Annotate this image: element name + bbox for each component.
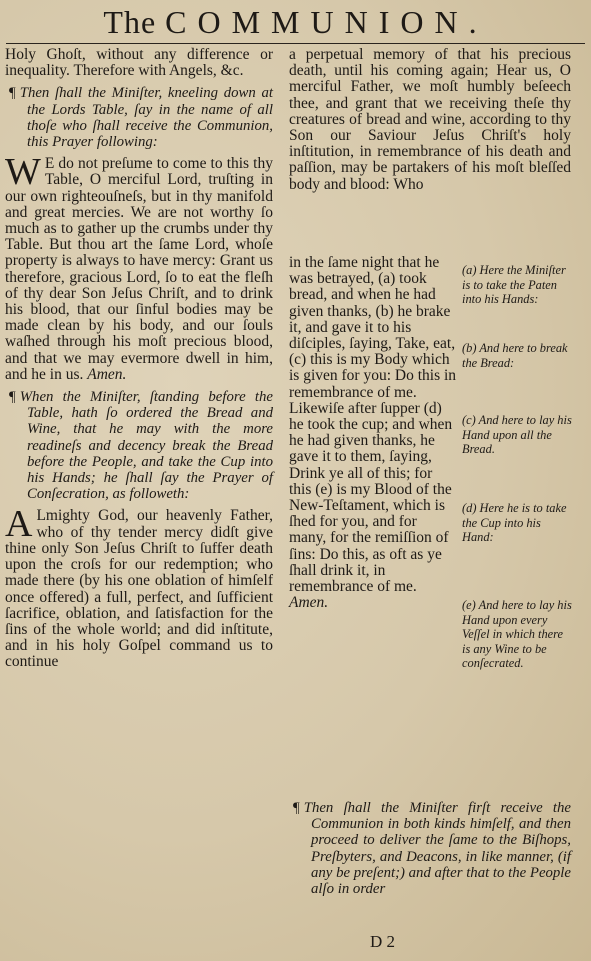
header-rule xyxy=(6,43,585,44)
margin-note-d: (d) Here he is to take the Cup into his Hand: xyxy=(462,501,567,544)
who-word: Who xyxy=(393,175,424,193)
margin-note-b: (b) And here to break the Bread: xyxy=(462,341,568,370)
amen: Amen. xyxy=(289,594,329,612)
margin-note-e: (e) And here to lay his Hand upon every Veſſel in which there is any Wine to be conſecrated. xyxy=(462,598,572,670)
right-column xyxy=(289,47,571,199)
consecration-continued xyxy=(289,47,571,193)
amen: Amen. xyxy=(87,365,127,383)
header-title: COMMUNION. xyxy=(165,4,488,40)
rubric-consecration xyxy=(5,389,273,502)
page-header xyxy=(0,0,591,44)
prayer-humble-access xyxy=(5,151,273,383)
prayer-consecration xyxy=(5,503,273,671)
rubric-consecration-text: When the Miniſter, ſtanding before the Table, hath ſo ordered the Bread and Wine, that he may with the more readineſs and decency break the Bread before the People, and take the Cup into his Hands; he ſhall ſay the Prayer of Conſecration, as followeth: xyxy=(19,389,273,503)
pilcrow-icon: ¶ xyxy=(9,389,16,406)
preface-ending: Holy Ghoſt, without any difference or inequality. Therefore with Angels, &c. xyxy=(5,46,273,80)
right-column-lower xyxy=(289,800,571,903)
consecration-continued-text: a perpetual memory of that his precious death, until his coming again; Hear us, O merciful Father, we moſt humbly beſeech thee, and grant that we receiving theſe thy creatures of bread and wine, according to thy Son our Saviour Jeſus Chriſt's holy inſtitution, in remembrance of his death and paſſion, may be partakers of his moſt bleſſed body and blood: xyxy=(289,46,571,193)
rubric-receive xyxy=(289,800,571,897)
margin-note-c: (c) And here to lay his Hand upon all the Bread. xyxy=(462,413,572,456)
drop-cap: A xyxy=(5,503,33,546)
margin-note-a: (a) Here the Miniſter is to take the Paten into his Hands: xyxy=(462,263,566,306)
signature-mark: D 2 xyxy=(370,932,396,951)
rubric-kneeling xyxy=(5,85,273,150)
rubric-kneeling-text: Then ſhall the Miniſter, kneeling down at the Lords Table, ſay in the name of all thoſe who ſhall receive the Communion, this Prayer following: xyxy=(19,85,273,151)
rubric-receive-text: Then ſhall the Miniſter firſt receive the Communion in both kinds himſelf, and then proceed to deliver the ſame to the Biſhops, Preſbyters, and Deacons, in like manner, (if any be preſent;) and after that to the People alſo in order xyxy=(303,800,571,898)
pilcrow-icon: ¶ xyxy=(293,800,300,816)
institution-narrative: in the ſame night that he was betrayed, (a) took bread, and when he had given thanks, (b) he brake it, and gave it to his diſciples, ſaying, Take, eat, (c) this is my Body which is given for you: Do this in remembrance of me. Likewiſe after ſupper (d) he took the cup; and when he had given thanks, he gave it to them, ſaying, Drink ye all of this; for this (e) is my Blood of the New-Teſtament, which is ſhed for you, and for many, for the remiſſion of ſins: Do this, as oft as ye ſhall drink it, in remembrance of me. xyxy=(289,254,457,596)
prayer-consecration-text: Lmighty God, our heavenly Father, who of thy tender mercy didſt give thine only Son Jeſus Chriſt to ſuffer death upon the croſs for our redemption; who made there (by his one oblation of himſelf once offered) a full, perfect, and ſufficient ſacrifice, oblation, and ſatisfaction for the ſins of the whole world; and did inſtitute, and in his holy Goſpel command us to continue xyxy=(5,507,273,671)
prayer-humble-access-text: E do not preſume to come to this thy Table, O merciful Lord, truſting in our own righteouſneſs, but in thy manifold and great mercies. We are not worthy ſo much as to gather up the crumbs under thy Table. But thou art the ſame Lord, whoſe property is always to have mercy: Grant us therefore, gracious Lord, ſo to eat the fleſh of thy dear Son Jeſus Chriſt, and to drink his blood, that our ſinful bodies may be made clean by his body, and our ſouls waſhed through his moſt precious blood, and that we may evermore dwell in him, and he in us. xyxy=(5,155,273,383)
drop-cap: W xyxy=(5,151,41,194)
header-prefix: The xyxy=(103,4,157,40)
institution-text xyxy=(289,255,457,611)
left-column xyxy=(5,47,273,677)
pilcrow-icon: ¶ xyxy=(9,85,16,102)
words-of-institution xyxy=(289,255,571,775)
